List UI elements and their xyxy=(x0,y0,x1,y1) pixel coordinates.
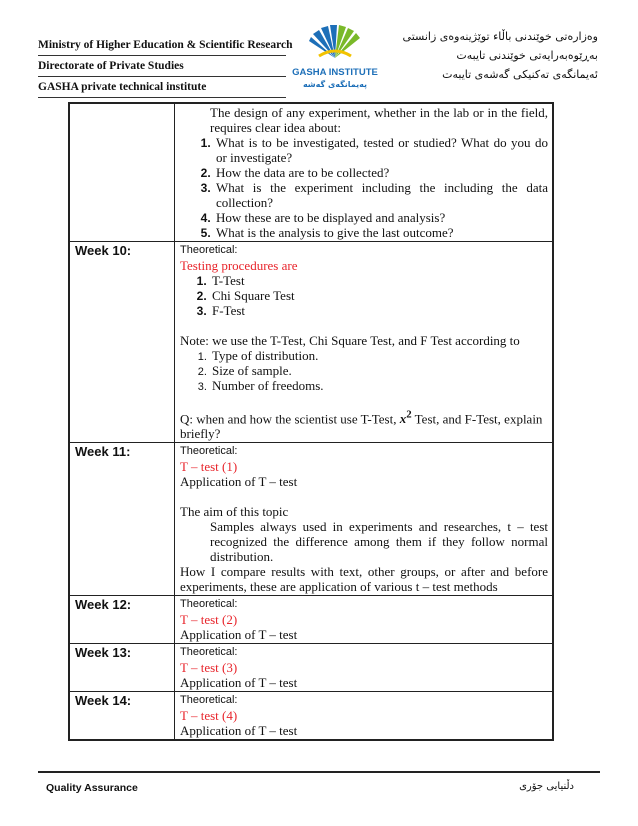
list-item: 5. What is the analysis to give the last outcome? xyxy=(214,225,548,240)
topic-title: Testing procedures are xyxy=(180,258,298,273)
list-item: 3. What is the experiment including the including the data collection? xyxy=(214,180,548,210)
spacer xyxy=(180,318,548,333)
theoretical-label: Theoretical: xyxy=(180,445,238,458)
list-item: 1. What is to be investigated, tested or studied? What do you do or investigate? xyxy=(214,135,548,165)
topic-subtitle: Application of T – test xyxy=(180,723,298,739)
note-text: Note: we use the T-Test, Chi Square Test, and F Test according to xyxy=(180,333,520,348)
topic-subtitle: Application of T – test xyxy=(180,627,298,643)
list-item: 1. Type of distribution. xyxy=(210,348,548,363)
directorate-name-kurdish: بەڕێوەبەرایەتی خوێندنی تایبەت xyxy=(456,49,598,62)
week-label: Week 13: xyxy=(69,644,175,692)
week-label: Week 12: xyxy=(69,596,175,644)
svg-text:GASHA INSTITUTE: GASHA INSTITUTE xyxy=(292,67,378,78)
ministry-name: Ministry of Higher Education & Scientific Research xyxy=(38,39,293,51)
topic-title: T – test (1) xyxy=(180,459,238,475)
content-cell xyxy=(175,443,554,596)
how-text: How I compare results with text, other groups, or after and before experiments, these are application of various t – test methods xyxy=(180,564,548,595)
aim-text: Samples always used in experiments and researches, t – test recognized the difference among them if they follow normal distribution. xyxy=(210,519,548,565)
table-row xyxy=(69,644,553,692)
institute-name-kurdish: ئەیمانگەی تەکنیکی گەشەی تایبەت xyxy=(442,68,598,81)
note-list xyxy=(180,348,548,393)
list-item: 3. F-Test xyxy=(210,303,548,318)
footer-right-label: دڵنیایی جۆری xyxy=(519,781,574,792)
table-row xyxy=(69,692,553,741)
table-row xyxy=(69,103,553,242)
header-divider xyxy=(38,97,286,98)
header-divider xyxy=(38,55,286,56)
sunburst-logo-icon xyxy=(290,24,380,92)
table-row xyxy=(69,443,553,596)
institute-logo xyxy=(290,24,380,92)
topic-title: T – test (4) xyxy=(180,708,238,724)
intro-text: The design of any experiment, whether in the lab or in the field, requires clear idea about: xyxy=(210,105,548,135)
aim-heading: The aim of this topic xyxy=(180,504,289,520)
content-cell xyxy=(175,103,554,242)
question-text: Q: when and how the scientist use T-Test, $x^2$ Test, and F-Test, explain briefly? xyxy=(180,409,543,442)
table-row xyxy=(69,596,553,644)
content-cell xyxy=(175,242,554,443)
list-item: 4. How these are to be displayed and analysis? xyxy=(214,210,548,225)
theoretical-label: Theoretical: xyxy=(180,598,238,611)
table-row xyxy=(69,242,553,443)
week-label: Week 10: xyxy=(69,242,175,443)
topic-subtitle: Application of T – test xyxy=(180,675,298,691)
list-item: 2. Chi Square Test xyxy=(210,288,548,303)
directorate-name: Directorate of Private Studies xyxy=(38,60,184,72)
list-item: 2. Size of sample. xyxy=(210,363,548,378)
header-divider xyxy=(38,76,286,77)
topic-title: T – test (2) xyxy=(180,612,238,628)
list-item: 3. Number of freedoms. xyxy=(210,378,548,393)
theoretical-label: Theoretical: xyxy=(180,646,238,659)
theoretical-label: Theoretical: xyxy=(180,244,238,256)
spacer xyxy=(180,393,548,408)
header-right xyxy=(403,30,598,87)
institute-name: GASHA private technical institute xyxy=(38,81,207,93)
svg-text:پەیمانگەی گەشە: پەیمانگەی گەشە xyxy=(302,80,368,89)
topic-subtitle: Application of T – test xyxy=(180,474,298,490)
footer-divider xyxy=(38,771,600,773)
content-cell xyxy=(175,692,554,741)
syllabus-table xyxy=(68,102,554,741)
test-list xyxy=(180,273,548,318)
spacer xyxy=(180,489,548,504)
topic-title: T – test (3) xyxy=(180,660,238,676)
footer-left-label: Quality Assurance xyxy=(46,782,138,794)
content-cell xyxy=(175,644,554,692)
list-item: 2. How the data are to be collected? xyxy=(214,165,548,180)
week-label: Week 11: xyxy=(69,443,175,596)
list-item: 1. T-Test xyxy=(210,273,548,288)
intro-list xyxy=(180,135,548,240)
week-label: Week 14: xyxy=(69,692,175,741)
ministry-name-kurdish: وەزارەتی خوێندنی باڵاء توێژینەوەی زانستی xyxy=(402,30,598,43)
theoretical-label: Theoretical: xyxy=(180,694,238,707)
content-cell xyxy=(175,596,554,644)
week-cell xyxy=(69,103,175,242)
